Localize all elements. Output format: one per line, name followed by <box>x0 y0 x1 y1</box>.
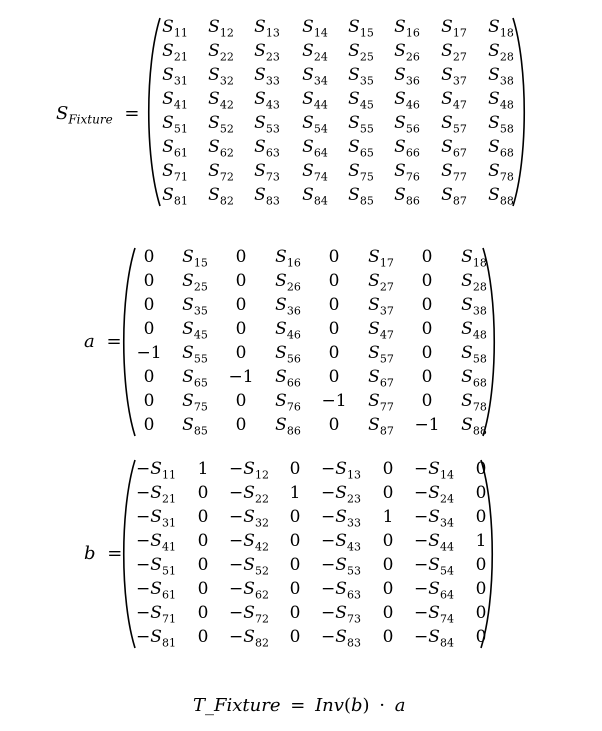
matrix-cell: $S_{84}$ <box>302 185 328 208</box>
matrix-cell: $S_{86}$ <box>394 185 420 208</box>
matrix-cell: 1 <box>289 483 301 503</box>
matrix-cell: $S_{26}$ <box>275 271 301 294</box>
matrix-cell: −1 <box>228 367 254 387</box>
matrix-cell: 0 <box>328 367 340 387</box>
matrix-cell: $S_{31}$ <box>162 65 188 88</box>
matrix-cell: 0 <box>421 391 433 411</box>
matrix-cell: $S_{46}$ <box>394 89 420 112</box>
matrix-cell: $S_{46}$ <box>275 319 301 342</box>
matrix-cell: 0 <box>289 555 301 575</box>
matrix-cell: $S_{65}$ <box>348 137 374 160</box>
equals-sign: = <box>107 543 123 564</box>
matrix-cell: $-S_{82}$ <box>229 627 269 650</box>
matrix-cell: $S_{85}$ <box>348 185 374 208</box>
matrix-cell: $-S_{23}$ <box>321 483 361 506</box>
matrix-cell: $-S_{42}$ <box>229 531 269 554</box>
matrix-cell: 0 <box>328 319 340 339</box>
matrix-cell: $-S_{64}$ <box>414 579 454 602</box>
matrix-cell: $S_{15}$ <box>348 17 374 40</box>
matrix-cell: 0 <box>328 343 340 363</box>
matrix-cell: $S_{47}$ <box>368 319 394 342</box>
matrix-cell: 0 <box>235 247 247 267</box>
matrix-cell: $-S_{32}$ <box>229 507 269 530</box>
matrix-cell: $S_{61}$ <box>162 137 188 160</box>
lhs-subscript: Fixture <box>68 112 113 127</box>
matrix-cell: $-S_{73}$ <box>321 603 361 626</box>
matrix-cell: 0 <box>421 343 433 363</box>
matrix-cell: 0 <box>197 627 209 647</box>
matrix-cell: $S_{77}$ <box>441 161 467 184</box>
matrix-cell: $S_{36}$ <box>394 65 420 88</box>
matrix-cell: $S_{78}$ <box>488 161 514 184</box>
matrix-cell: 0 <box>289 531 301 551</box>
matrix-cell: $S_{28}$ <box>488 41 514 64</box>
open-paren: ( <box>343 695 351 716</box>
matrix-cell: $S_{77}$ <box>368 391 394 414</box>
equals-sign: = <box>106 331 122 352</box>
matrix-cell: $-S_{84}$ <box>414 627 454 650</box>
matrix-cell: $S_{32}$ <box>208 65 234 88</box>
matrix-cell: 0 <box>382 555 394 575</box>
matrix-cell: $S_{82}$ <box>208 185 234 208</box>
matrix-cell: $-S_{63}$ <box>321 579 361 602</box>
matrix-cell: 0 <box>197 603 209 623</box>
matrix-cell: $-S_{53}$ <box>321 555 361 578</box>
matrix-cell: $S_{65}$ <box>182 367 208 390</box>
matrix-cell: $S_{47}$ <box>441 89 467 112</box>
matrix-cell: $-S_{13}$ <box>321 459 361 482</box>
matrix-cell: $S_{75}$ <box>348 161 374 184</box>
matrix-cell: 0 <box>235 391 247 411</box>
matrix-cell: $S_{26}$ <box>394 41 420 64</box>
matrix-cell: $S_{73}$ <box>254 161 280 184</box>
matrix-cell: $S_{35}$ <box>182 295 208 318</box>
matrix-cell: $S_{41}$ <box>162 89 188 112</box>
matrix-cell: 0 <box>143 367 155 387</box>
matrix-cell: 0 <box>475 459 487 479</box>
matrix-cell: $S_{21}$ <box>162 41 188 64</box>
matrix-cell: $S_{17}$ <box>441 17 467 40</box>
matrix-cell: $-S_{33}$ <box>321 507 361 530</box>
matrix-cell: 0 <box>421 271 433 291</box>
matrix-cell: $S_{23}$ <box>254 41 280 64</box>
matrix-cell: $-S_{61}$ <box>136 579 176 602</box>
matrix-cell: $S_{68}$ <box>488 137 514 160</box>
matrix-cell: 0 <box>475 627 487 647</box>
matrix-cell: $S_{76}$ <box>275 391 301 414</box>
matrix-cell: 0 <box>289 507 301 527</box>
matrix-cell: 0 <box>235 319 247 339</box>
matrix-cell: 0 <box>289 579 301 599</box>
matrix-cell: $S_{53}$ <box>254 113 280 136</box>
matrix-cell: $-S_{71}$ <box>136 603 176 626</box>
matrix-cell: $S_{51}$ <box>162 113 188 136</box>
matrix-cell: $-S_{81}$ <box>136 627 176 650</box>
lhs-a <box>84 331 122 352</box>
matrix-cell: 0 <box>328 415 340 435</box>
matrix-cell: 0 <box>235 415 247 435</box>
matrix-cell: $S_{72}$ <box>208 161 234 184</box>
matrix-cell: 0 <box>197 483 209 503</box>
matrix-cell: 0 <box>197 531 209 551</box>
matrix-cell: −1 <box>136 343 162 363</box>
matrix-cell: $S_{81}$ <box>162 185 188 208</box>
matrix-cell: $S_{13}$ <box>254 17 280 40</box>
final-operand: a <box>394 695 406 716</box>
matrix-cell: $S_{48}$ <box>488 89 514 112</box>
matrix-cell: 0 <box>235 295 247 315</box>
matrix-cell: $S_{35}$ <box>348 65 374 88</box>
matrix-cell: $S_{11}$ <box>162 17 188 40</box>
left-paren <box>143 16 163 208</box>
matrix-cell: 0 <box>475 579 487 599</box>
matrix-cell: $S_{88}$ <box>461 415 487 438</box>
matrix-cell: 0 <box>475 555 487 575</box>
matrix-cell: $-S_{34}$ <box>414 507 454 530</box>
matrix-cell: $-S_{51}$ <box>136 555 176 578</box>
matrix-cell: $S_{36}$ <box>275 295 301 318</box>
matrix-cell: 0 <box>421 295 433 315</box>
left-paren <box>118 246 138 438</box>
matrix-cell: $-S_{31}$ <box>136 507 176 530</box>
matrix-cell: 0 <box>328 271 340 291</box>
matrix-cell: $S_{58}$ <box>461 343 487 366</box>
matrix-cell: $-S_{62}$ <box>229 579 269 602</box>
matrix-cell: $S_{62}$ <box>208 137 234 160</box>
matrix-cell: $S_{57}$ <box>368 343 394 366</box>
matrix-cell: $-S_{83}$ <box>321 627 361 650</box>
final-lhs: T_Fixture <box>193 695 281 716</box>
matrix-cell: $-S_{41}$ <box>136 531 176 554</box>
matrix-cell: 1 <box>382 507 394 527</box>
matrix-cell: 0 <box>475 603 487 623</box>
equals-sign: = <box>124 103 140 124</box>
matrix-cell: 0 <box>475 483 487 503</box>
matrix-cell: $S_{58}$ <box>488 113 514 136</box>
matrix-cell: $S_{63}$ <box>254 137 280 160</box>
matrix-cell: $S_{67}$ <box>441 137 467 160</box>
matrix-cell: $S_{38}$ <box>461 295 487 318</box>
matrix-cell: $S_{87}$ <box>368 415 394 438</box>
lhs-s-fixture <box>56 103 140 127</box>
matrix-cell: $S_{54}$ <box>302 113 328 136</box>
matrix-cell: $-S_{21}$ <box>136 483 176 506</box>
matrix-cell: $S_{75}$ <box>182 391 208 414</box>
matrix-cell: 0 <box>143 247 155 267</box>
matrix-cell: $S_{52}$ <box>208 113 234 136</box>
matrix-cell: $S_{55}$ <box>348 113 374 136</box>
matrix-cell: 0 <box>197 507 209 527</box>
matrix-cell: 0 <box>328 247 340 267</box>
final-equation <box>193 695 405 716</box>
matrix-cell: $S_{67}$ <box>368 367 394 390</box>
matrix-cell: 0 <box>421 247 433 267</box>
matrix-cell: 0 <box>143 271 155 291</box>
matrix-cell: 0 <box>382 627 394 647</box>
matrix-cell: 1 <box>475 531 487 551</box>
matrix-cell: $S_{16}$ <box>394 17 420 40</box>
matrix-cell: $S_{57}$ <box>441 113 467 136</box>
matrix-cell: $-S_{22}$ <box>229 483 269 506</box>
matrix-cell: $S_{24}$ <box>302 41 328 64</box>
close-paren: ) <box>362 695 370 716</box>
matrix-cell: $S_{15}$ <box>182 247 208 270</box>
matrix-cell: 0 <box>197 555 209 575</box>
lhs-b <box>84 543 122 564</box>
matrix-cell: $S_{56}$ <box>394 113 420 136</box>
matrix-cell: $S_{16}$ <box>275 247 301 270</box>
matrix-cell: $S_{43}$ <box>254 89 280 112</box>
matrix-cell: $S_{74}$ <box>302 161 328 184</box>
final-equals: = <box>290 695 306 716</box>
matrix-cell: $S_{27}$ <box>441 41 467 64</box>
matrix-cell: 0 <box>421 319 433 339</box>
matrix-cell: $S_{37}$ <box>441 65 467 88</box>
matrix-cell: 0 <box>197 579 209 599</box>
matrix-cell: $S_{33}$ <box>254 65 280 88</box>
matrix-cell: 0 <box>143 415 155 435</box>
matrix-cell: 0 <box>235 343 247 363</box>
matrix-cell: 0 <box>289 627 301 647</box>
matrix-cell: $S_{83}$ <box>254 185 280 208</box>
final-function: Inv <box>315 695 344 716</box>
matrix-cell: $S_{85}$ <box>182 415 208 438</box>
matrix-cell: 0 <box>421 367 433 387</box>
matrix-cell: $S_{25}$ <box>182 271 208 294</box>
matrix-cell: 0 <box>143 295 155 315</box>
matrix-cell: 0 <box>328 295 340 315</box>
matrix-cell: $S_{44}$ <box>302 89 328 112</box>
matrix-cell: 0 <box>382 531 394 551</box>
matrix-cell: $-S_{54}$ <box>414 555 454 578</box>
matrix-cell: $-S_{72}$ <box>229 603 269 626</box>
matrix-cell: $-S_{12}$ <box>229 459 269 482</box>
matrix-cell: −1 <box>321 391 347 411</box>
matrix-cell: $-S_{44}$ <box>414 531 454 554</box>
matrix-cell: $S_{17}$ <box>368 247 394 270</box>
final-argument: b <box>350 695 363 716</box>
matrix-cell: $S_{48}$ <box>461 319 487 342</box>
matrix-cell: $S_{42}$ <box>208 89 234 112</box>
matrix-cell: 0 <box>289 603 301 623</box>
matrix-cell: $S_{34}$ <box>302 65 328 88</box>
matrix-cell: $-S_{52}$ <box>229 555 269 578</box>
matrix-cell: 0 <box>382 483 394 503</box>
matrix-cell: $S_{88}$ <box>488 185 514 208</box>
matrix-cell: $S_{45}$ <box>348 89 374 112</box>
matrix-cell: $S_{37}$ <box>368 295 394 318</box>
lhs-symbol: S <box>56 103 69 124</box>
final-operator: · <box>379 695 385 716</box>
matrix-cell: $S_{87}$ <box>441 185 467 208</box>
matrix-cell: 0 <box>143 319 155 339</box>
matrix-cell: $-S_{43}$ <box>321 531 361 554</box>
matrix-cell: $-S_{74}$ <box>414 603 454 626</box>
matrix-cell: $S_{14}$ <box>302 17 328 40</box>
matrix-cell: 1 <box>197 459 209 479</box>
matrix-cell: $S_{18}$ <box>461 247 487 270</box>
lhs-symbol: a <box>84 331 95 352</box>
matrix-cell: 0 <box>143 391 155 411</box>
matrix-cell: $S_{18}$ <box>488 17 514 40</box>
matrix-cell: $S_{86}$ <box>275 415 301 438</box>
matrix-cell: $S_{71}$ <box>162 161 188 184</box>
matrix-cell: $S_{12}$ <box>208 17 234 40</box>
matrix-cell: $-S_{24}$ <box>414 483 454 506</box>
matrix-cell: $-S_{14}$ <box>414 459 454 482</box>
matrix-cell: $S_{64}$ <box>302 137 328 160</box>
matrix-cell: $S_{27}$ <box>368 271 394 294</box>
matrix-cell: −1 <box>414 415 440 435</box>
matrix-cell: $S_{22}$ <box>208 41 234 64</box>
matrix-cell: $S_{66}$ <box>394 137 420 160</box>
matrix-cell: $S_{45}$ <box>182 319 208 342</box>
matrix-cell: $S_{76}$ <box>394 161 420 184</box>
matrix-cell: $S_{56}$ <box>275 343 301 366</box>
lhs-symbol: b <box>84 543 96 564</box>
matrix-cell: $S_{78}$ <box>461 391 487 414</box>
matrix-cell: $S_{68}$ <box>461 367 487 390</box>
matrix-cell: $-S_{11}$ <box>136 459 176 482</box>
matrix-cell: $S_{55}$ <box>182 343 208 366</box>
matrix-cell: 0 <box>289 459 301 479</box>
matrix-cell: 0 <box>382 459 394 479</box>
matrix-cell: 0 <box>382 603 394 623</box>
matrix-cell: 0 <box>475 507 487 527</box>
matrix-cell: 0 <box>235 271 247 291</box>
matrix-cell: $S_{38}$ <box>488 65 514 88</box>
matrix-cell: $S_{25}$ <box>348 41 374 64</box>
matrix-cell: $S_{66}$ <box>275 367 301 390</box>
matrix-cell: $S_{28}$ <box>461 271 487 294</box>
left-paren <box>118 458 138 650</box>
matrix-cell: 0 <box>382 579 394 599</box>
